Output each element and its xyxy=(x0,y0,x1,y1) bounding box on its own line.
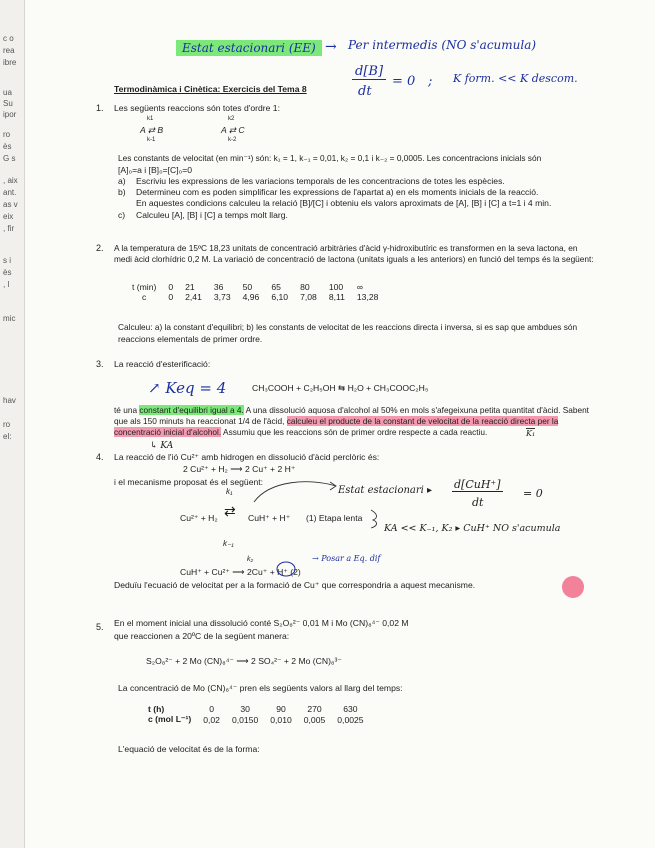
rate-constant-label: k2 xyxy=(228,116,235,122)
table-cell: 0,02 xyxy=(203,714,220,725)
hw-deriv-denominator: dt xyxy=(358,84,372,99)
hw-keq-note: ↗ Keq = 4 xyxy=(148,379,227,397)
edge-fragment: ro xyxy=(3,130,11,139)
highlight-pink: calculeu el producte de la constant de velocitat de la reacció directa per la xyxy=(286,416,559,426)
step2-reaction: CuH⁺ + Cu²⁺ ⟶ 2Cu⁺ + H⁺ (2) xyxy=(180,567,301,577)
mechanism-intro: i el mecanisme proposat és el següent: xyxy=(114,477,264,487)
edge-fragment: el: xyxy=(3,432,12,441)
table-cell: 0 xyxy=(209,704,214,714)
hw-ka-note: ↳ KA xyxy=(150,441,174,451)
step1-reactants: Cu²⁺ + H₂ xyxy=(180,513,218,523)
exercise-5-conc-intro: La concentració de Mo (CN)₈⁴⁻ pren els següents valors al llarg del temps: xyxy=(118,683,403,693)
table-cell: 13,28 xyxy=(356,292,379,302)
hw-deriv-numerator: d[B] xyxy=(352,64,386,80)
table-cell: 8,11 xyxy=(328,292,345,302)
table-cell: c (mol L⁻¹) xyxy=(148,714,192,724)
item-label: a) xyxy=(118,176,126,186)
exercise-5-eq-intro: L'equació de velocitat és de la forma: xyxy=(118,744,260,754)
scheme-a-to-c: A ⇄ C xyxy=(221,125,245,135)
table-cell: 30 xyxy=(240,704,250,714)
table-cell: 50 xyxy=(242,282,253,292)
exercise-1-b2: En aquestes condicions calculeu la relació [B]/[C] i obteniu els valors aproximats de [A], [B] i [C] a t=1 i 4 min. xyxy=(136,198,552,208)
table-row xyxy=(142,714,370,725)
exercise-5-table xyxy=(142,704,370,725)
edge-fragment: ua xyxy=(3,88,12,97)
hw-condition-note: KA << K₋₁, K₂ ▸ CuH⁺ NO s'acumula xyxy=(384,523,561,534)
edge-fragment: hav xyxy=(3,396,16,405)
rate-constant-label: k1 xyxy=(147,116,154,122)
edge-fragment: as v xyxy=(3,200,18,209)
table-cell: 0,0150 xyxy=(231,714,259,725)
exercise-5-reaction: S₂O₈²⁻ + 2 Mo (CN)₈⁴⁻ ⟶ 2 SO₄²⁻ + 2 Mo (CN)₈³⁻ xyxy=(146,656,342,666)
hw-curved-arrow-icon xyxy=(250,476,340,506)
table-cell: 0,0025 xyxy=(337,714,364,725)
table-cell: 65 xyxy=(271,282,281,292)
edge-fragment: eix xyxy=(3,212,14,221)
edge-fragment: ès xyxy=(3,142,12,151)
highlight-pink: concentració inicial d'alcohol. xyxy=(114,427,222,437)
table-row xyxy=(126,292,384,302)
edge-fragment: , fir xyxy=(3,224,15,233)
exercise-number: 5. xyxy=(96,622,104,632)
exercise-1-intro: Les següents reaccions són totes d'ordre 1: xyxy=(114,103,280,113)
text-run: A una dissolució aquosa d'alcohol al 50% en mols s'afegeixuna petita quantitat d'àcid. Sabent xyxy=(243,405,589,415)
text-run: Assumiu que les reaccions són de primer ordre respecte a cada reactiu. xyxy=(221,427,488,437)
hw-intermedis-note: Per intermedis (NO s'acumula) xyxy=(348,38,537,52)
edge-fragment: ro xyxy=(3,420,11,429)
edge-fragment: c o xyxy=(3,34,14,43)
table-cell: 6,10 xyxy=(271,292,289,302)
exercise-2-question-1: Calculeu: a) la constant d'equilibri; b) les constants de velocitat de les reaccions directa i inversa, si es sap que ambdues són xyxy=(118,322,578,332)
esterification-reaction: CH₃COOH + C₂H₅OH ⇆ H₂O + CH₃COOC₂H₅ xyxy=(252,383,429,393)
edge-fragment: G s xyxy=(3,154,16,163)
exercise-3-line-2 xyxy=(114,416,558,426)
table-cell: 3,73 xyxy=(213,292,231,302)
exercise-5-text-2: que reaccionen a 20ºC de la següent manera: xyxy=(114,631,290,641)
item-label: c) xyxy=(118,210,126,220)
rate-constant-label: k-2 xyxy=(228,137,237,143)
exercise-number: 3. xyxy=(96,359,104,369)
hw-deriv-denominator: dt xyxy=(472,496,484,509)
highlight-green: constant d'equilibri igual a 4. xyxy=(139,405,244,415)
hw-estat-note: Estat estacionari ▸ xyxy=(338,485,433,496)
exercise-number: 2. xyxy=(96,243,104,253)
page-title: Termodinàmica i Cinètica: Exercicis del Tema 8 xyxy=(114,84,307,94)
scheme-a-to-b: A ⇄ B xyxy=(140,125,164,135)
edge-fragment: ès xyxy=(3,268,12,277)
exercise-1-c: Calculeu [A], [B] i [C] a temps molt llarg. xyxy=(136,210,288,220)
table-cell: 4,96 xyxy=(242,292,260,302)
exercise-1-b: Determineu com es poden simplificar les expressions de l'apartat a) en els moments inicials de la reacció. xyxy=(136,187,539,197)
table-cell: 0 xyxy=(168,292,174,302)
table-cell: c xyxy=(142,292,147,302)
exercise-4-question: Deduïu l'ecuació de velocitat per a la formació de Cu⁺ que correspondria a aquest mecanisme. xyxy=(114,580,476,590)
rate-constant-label: k₋₁ xyxy=(223,539,234,548)
table-cell: 100 xyxy=(328,282,344,292)
text-run: que als 150 minuts ha reaccionat 1/4 de l'àcid, xyxy=(114,416,287,426)
exercise-3-line-1 xyxy=(114,405,589,415)
edge-fragment: rea xyxy=(3,46,15,55)
edge-fragment: mic xyxy=(3,314,16,323)
rate-constant-label: k₂ xyxy=(247,556,254,563)
hw-equals-zero: = 0 xyxy=(523,487,543,500)
hw-kform-note: K form. << K descom. xyxy=(453,72,578,85)
exercise-2-text-1: A la temperatura de 15ºC 18,23 unitats de concentració arbitràries d'àcid γ-hidroxibutíric es transformen en la seva lactona, en xyxy=(114,243,578,253)
step1-label: (1) Etapa lenta xyxy=(306,513,363,523)
exercise-1-constants: Les constants de velocitat (en min⁻¹) són: k₁ = 1, k₋₁ = 0,01, k₂ = 0,1 i k₋₂ = 0,0005. Les concentracions inicials són xyxy=(118,153,542,163)
hw-equals-zero: = 0 xyxy=(392,74,416,89)
exercise-number: 4. xyxy=(96,452,104,462)
step1-products: CuH⁺ + H⁺ xyxy=(248,513,291,523)
exercise-3-title: La reacció d'esterificació: xyxy=(114,359,211,369)
text-run: té una xyxy=(114,405,140,415)
hw-k1-note: K₁ xyxy=(526,429,536,438)
exercise-1-initial: [A]₀=a i [B]₀=[C]₀=0 xyxy=(118,165,192,175)
table-cell: 0,010 xyxy=(270,714,292,725)
exercise-5-text-1: En el moment inicial una dissolució conté S₂O₈²⁻ 0,01 M i Mo (CN)₈⁴⁻ 0,02 M xyxy=(114,618,409,628)
exercise-2-table xyxy=(126,282,384,302)
edge-fragment: , aix xyxy=(3,176,18,185)
edge-fragment: Su xyxy=(3,99,13,108)
rate-constant-label: k₁ xyxy=(226,487,233,496)
table-cell: 0,005 xyxy=(303,714,326,725)
table-cell: t (h) xyxy=(148,704,165,714)
pink-dot-icon xyxy=(560,574,586,600)
exercise-3-line-3 xyxy=(114,427,487,437)
exercise-4-text: La reacció de l'ió Cu²⁺ amb hidrogen en dissolució d'àcid perclòric és: xyxy=(114,452,380,462)
table-cell: 80 xyxy=(300,282,310,292)
exercise-2-text-2: medi àcid clorhídric 0,2 M. La variació de concentració de lactona (unitats iguals a les anteriors) en funció del temps és la següent: xyxy=(114,254,594,264)
table-cell: t (min) xyxy=(132,282,157,292)
table-cell: 270 xyxy=(307,704,322,714)
exercise-number: 1. xyxy=(96,103,104,113)
edge-fragment: ibre xyxy=(3,58,17,67)
global-reaction: 2 Cu²⁺ + H₂ ⟶ 2 Cu⁺ + 2 H⁺ xyxy=(183,464,296,474)
equilibrium-arrow-icon: ⇄ xyxy=(224,503,236,519)
hw-deriv-numerator: d[CuH⁺] xyxy=(454,478,501,491)
table-cell: 0 xyxy=(168,282,174,292)
table-row xyxy=(142,704,370,714)
table-cell: 21 xyxy=(185,282,195,292)
table-cell: 630 xyxy=(343,704,358,714)
table-cell: 90 xyxy=(276,704,286,714)
hw-estat-estacionari: Estat estacionari (EE) xyxy=(176,40,322,56)
edge-fragment: s i xyxy=(3,256,11,265)
table-row xyxy=(126,282,384,292)
table-cell: 36 xyxy=(213,282,224,292)
table-cell: 2,41 xyxy=(185,292,202,302)
edge-fragment: ant. xyxy=(3,188,17,197)
edge-fragment: , l xyxy=(3,280,10,289)
exercise-1-a: Escriviu les expressions de les variacions temporals de les concentracions de totes les espècies. xyxy=(136,176,505,186)
table-cell: ∞ xyxy=(356,282,364,292)
hw-posar-note: → Posar a Eq. dif xyxy=(312,554,381,563)
item-label: b) xyxy=(118,187,126,197)
hw-brace-icon xyxy=(368,508,382,530)
hw-arrow-icon: → xyxy=(325,39,337,55)
table-cell: 7,08 xyxy=(300,292,317,302)
exercise-2-question-2: reaccions elementals de primer ordre. xyxy=(118,334,263,344)
hw-circle-icon xyxy=(275,560,297,578)
hw-semicolon: ; xyxy=(428,74,433,89)
rate-constant-label: k-1 xyxy=(147,137,156,143)
edge-fragment: ipor xyxy=(3,110,17,119)
